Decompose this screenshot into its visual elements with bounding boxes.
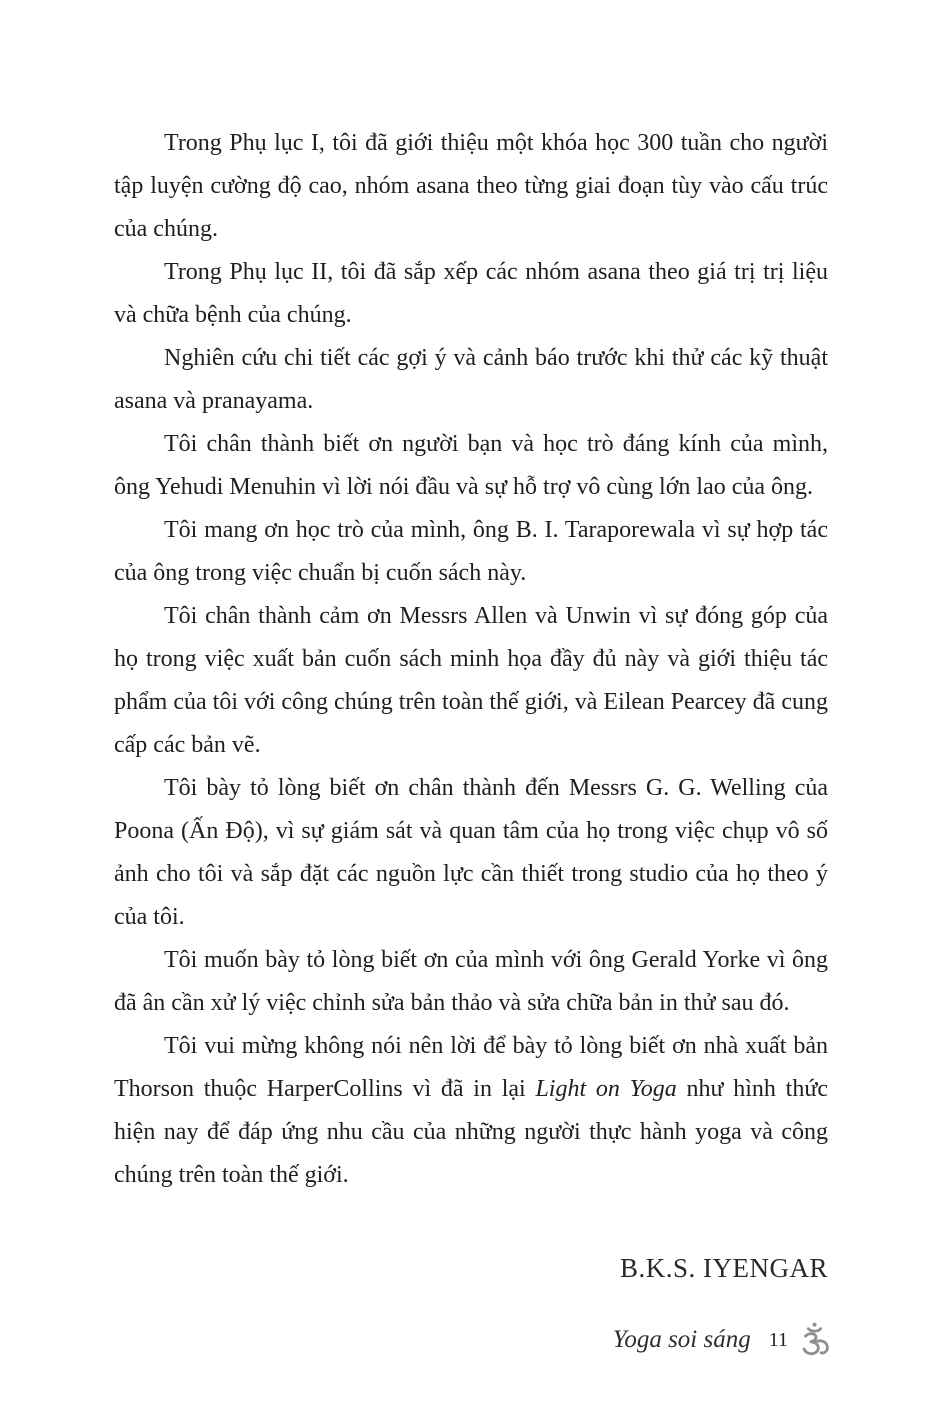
paragraph-1: Trong Phụ lục I, tôi đã giới thiệu một khóa học 300 tuần cho người tập luyện cường độ cao, nhóm asana theo từng giai đoạn tùy vào cấu trúc của chúng. bbox=[114, 130, 828, 242]
author-signature: B.K.S. IYENGAR bbox=[619, 1253, 828, 1283]
paragraph-5: Tôi mang ơn học trò của mình, ông B. I. Taraporewala vì sự hợp tác của ông trong việc chuẩn bị cuốn sách này. bbox=[114, 517, 828, 586]
om-icon bbox=[797, 1322, 833, 1358]
cited-book-title: Light on Yoga bbox=[535, 1076, 677, 1102]
paragraph-2: Trong Phụ lục II, tôi đã sắp xếp các nhóm asana theo giá trị trị liệu và chữa bệnh của chúng. bbox=[114, 259, 828, 328]
paragraph-9-text-after: như hình thức hiện nay để đáp ứng nhu cầu của những người thực hành yoga và công chúng trên toàn thế giới. bbox=[114, 1076, 828, 1188]
running-title: Yoga soi sáng bbox=[612, 1326, 751, 1353]
paragraph-7: Tôi bày tỏ lòng biết ơn chân thành đến Messrs G. G. Welling của Poona (Ấn Độ), vì sự giám sát và quan tâm của họ trong việc chụp vô số ảnh cho tôi và sắp đặt các nguồn lực cần thiết trong studio của họ theo ý của tôi. bbox=[114, 775, 828, 930]
paragraph-3: Nghiên cứu chi tiết các gợi ý và cảnh báo trước khi thử các kỹ thuật asana và pranayama. bbox=[114, 345, 828, 414]
paragraph-6: Tôi chân thành cảm ơn Messrs Allen và Unwin vì sự đóng góp của họ trong việc xuất bản cuốn sách minh họa đầy đủ này và giới thiệu tác phẩm của tôi với công chúng trên toàn thế giới, và Eilean Pearcey đã cung cấp các bản vẽ. bbox=[114, 603, 828, 758]
page-footer bbox=[613, 1322, 833, 1358]
page-body bbox=[114, 122, 828, 1290]
paragraph-9 bbox=[114, 1025, 828, 1197]
paragraph-8: Tôi muốn bày tỏ lòng biết ơn của mình với ông Gerald Yorke vì ông đã ân cần xử lý việc chỉnh sửa bản thảo và sửa chữa bản in thử sau đó. bbox=[114, 947, 828, 1016]
paragraph-4: Tôi chân thành biết ơn người bạn và học trò đáng kính của mình, ông Yehudi Menuhin vì lời nói đầu và sự hỗ trợ vô cùng lớn lao của ông. bbox=[114, 431, 828, 500]
paragraph-9-text-before: Tôi vui mừng không nói nên lời để bày tỏ lòng biết ơn nhà xuất bản Thorson thuộc HarperCollins vì đã in lại bbox=[114, 1033, 828, 1102]
page-number: 11 bbox=[768, 1328, 788, 1351]
